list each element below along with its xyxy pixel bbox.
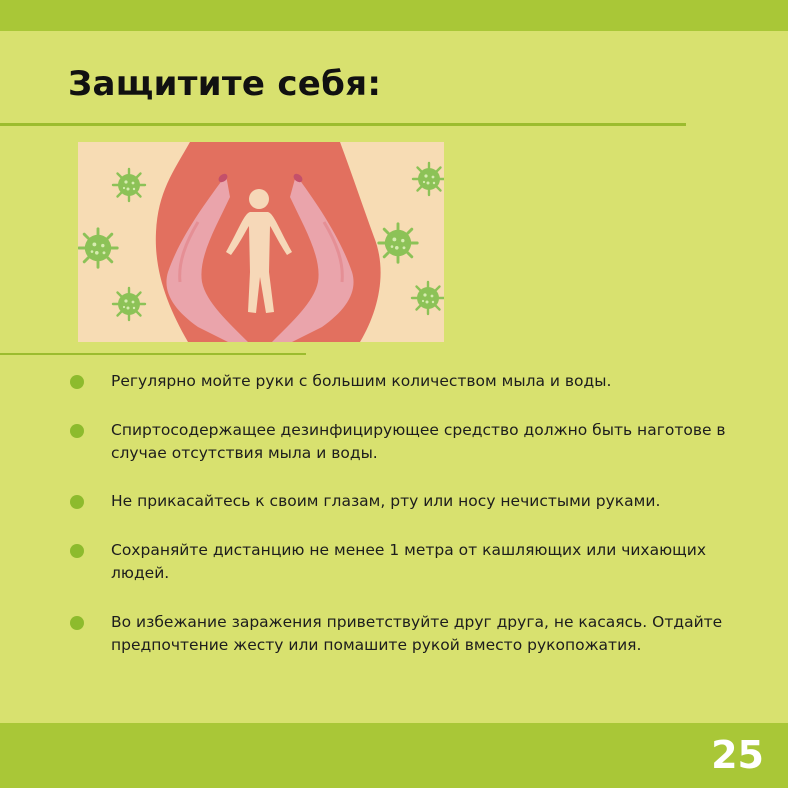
- list-item-text: Не прикасайтесь к своим глазам, рту или носу нечистыми руками.: [111, 492, 661, 510]
- top-bar: [0, 0, 788, 31]
- list-item: [68, 370, 768, 393]
- image-divider: [0, 353, 306, 355]
- list-item: [68, 611, 768, 657]
- bullet-icon: [70, 375, 84, 389]
- recommendation-list: [68, 370, 768, 657]
- list-item: [68, 419, 768, 465]
- list-item-text: Во избежание заражения приветствуйте друг друга, не касаясь. Отдайте предпочтение жесту или помашите рукой вместо рукопожатия.: [111, 613, 723, 654]
- page-title: Защитите себя:: [68, 64, 382, 104]
- protecting-hands-illustration-icon: [78, 142, 444, 342]
- page-number: 25: [711, 733, 764, 777]
- list-item-text: Спиртосодержащее дезинфицирующее средство должно быть наготове в случае отсутствия мыла и воды.: [111, 421, 726, 462]
- bullet-icon: [70, 544, 84, 558]
- title-divider: [0, 123, 686, 126]
- list-item-text: Регулярно мойте руки с большим количеством мыла и воды.: [111, 372, 612, 390]
- list-item: [68, 490, 768, 513]
- list-item-text: Сохраняйте дистанцию не менее 1 метра от кашляющих или чихающих людей.: [111, 541, 706, 582]
- bullet-icon: [70, 616, 84, 630]
- bullet-icon: [70, 495, 84, 509]
- list-item: [68, 539, 768, 585]
- bottom-bar: [0, 723, 788, 788]
- bullet-icon: [70, 424, 84, 438]
